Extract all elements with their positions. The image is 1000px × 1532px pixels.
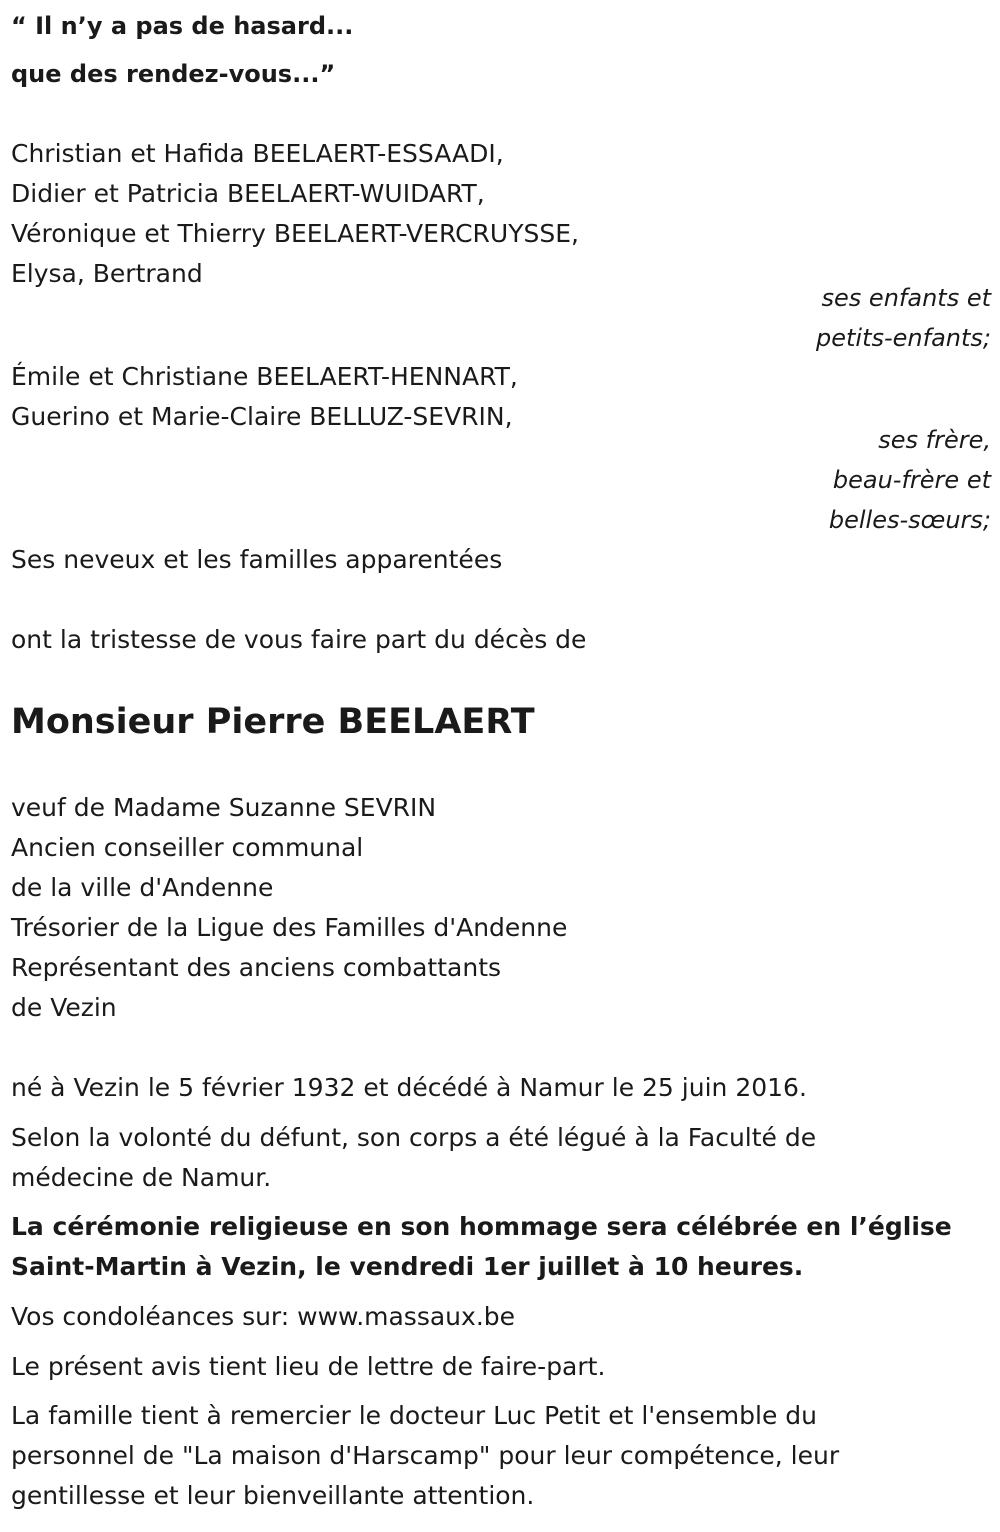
- announcement-line: ont la tristesse de vous faire part du décès de: [11, 625, 587, 654]
- role-line: ses frère,: [878, 426, 991, 454]
- title-line: Ancien conseiller communal: [11, 833, 364, 862]
- deceased-titles: [11, 788, 567, 1028]
- children-role: [591, 278, 991, 358]
- bequest-line: médecine de Namur.: [11, 1163, 272, 1192]
- notice-line: Le présent avis tient lieu de lettre de faire-part.: [11, 1352, 606, 1381]
- thanks-line: personnel de "La maison d'Harscamp" pour leur compétence, leur: [11, 1441, 840, 1470]
- children-list: [11, 134, 579, 294]
- siblings-role: [591, 420, 991, 540]
- epigraph-line: “ Il n’y a pas de hasard...: [11, 12, 354, 40]
- deceased-name: Monsieur Pierre BEELAERT: [11, 702, 535, 742]
- title-line: de la ville d'Andenne: [11, 873, 274, 902]
- thanks-line: La famille tient à remercier le docteur Luc Petit et l'ensemble du: [11, 1401, 818, 1430]
- bequest-line: Selon la volonté du défunt, son corps a été légué à la Faculté de: [11, 1123, 817, 1152]
- title-line: Représentant des anciens combattants: [11, 953, 502, 982]
- thanks-line: gentillesse et leur bienveillante attention.: [11, 1481, 535, 1510]
- bequest-paragraph: [11, 1118, 816, 1198]
- epigraph-line: que des rendez-vous...”: [11, 60, 336, 88]
- epigraph: [11, 2, 353, 98]
- role-line: ses enfants et: [821, 284, 991, 312]
- ceremony-line: La cérémonie religieuse en son hommage sera célébrée en l’église: [11, 1212, 952, 1241]
- title-line: veuf de Madame Suzanne SEVRIN: [11, 793, 437, 822]
- family-line: Guerino et Marie-Claire BELLUZ-SEVRIN,: [11, 402, 513, 431]
- family-line: Émile et Christiane BEELAERT-HENNART,: [11, 362, 518, 391]
- family-line: Elysa, Bertrand: [11, 259, 203, 288]
- ceremony-line: Saint-Martin à Vezin, le vendredi 1er juillet à 10 heures.: [11, 1252, 804, 1281]
- title-line: Trésorier de la Ligue des Familles d'Andenne: [11, 913, 568, 942]
- role-line: beau-frère et: [832, 466, 991, 494]
- family-line: Véronique et Thierry BEELAERT-VERCRUYSSE,: [11, 219, 579, 248]
- title-line: de Vezin: [11, 993, 117, 1022]
- role-line: belles-sœurs;: [828, 506, 991, 534]
- family-line: Didier et Patricia BEELAERT-WUIDART,: [11, 179, 485, 208]
- ceremony-paragraph: [11, 1207, 952, 1287]
- siblings-list: [11, 357, 518, 437]
- nephews-line: Ses neveux et les familles apparentées: [11, 545, 503, 574]
- condolences-line: Vos condoléances sur: www.massaux.be: [11, 1302, 516, 1331]
- family-line: Christian et Hafida BEELAERT-ESSAADI,: [11, 139, 504, 168]
- thanks-paragraph: [11, 1396, 839, 1516]
- role-line: petits-enfants;: [816, 324, 991, 352]
- birth-death-line: né à Vezin le 5 février 1932 et décédé à Namur le 25 juin 2016.: [11, 1073, 807, 1102]
